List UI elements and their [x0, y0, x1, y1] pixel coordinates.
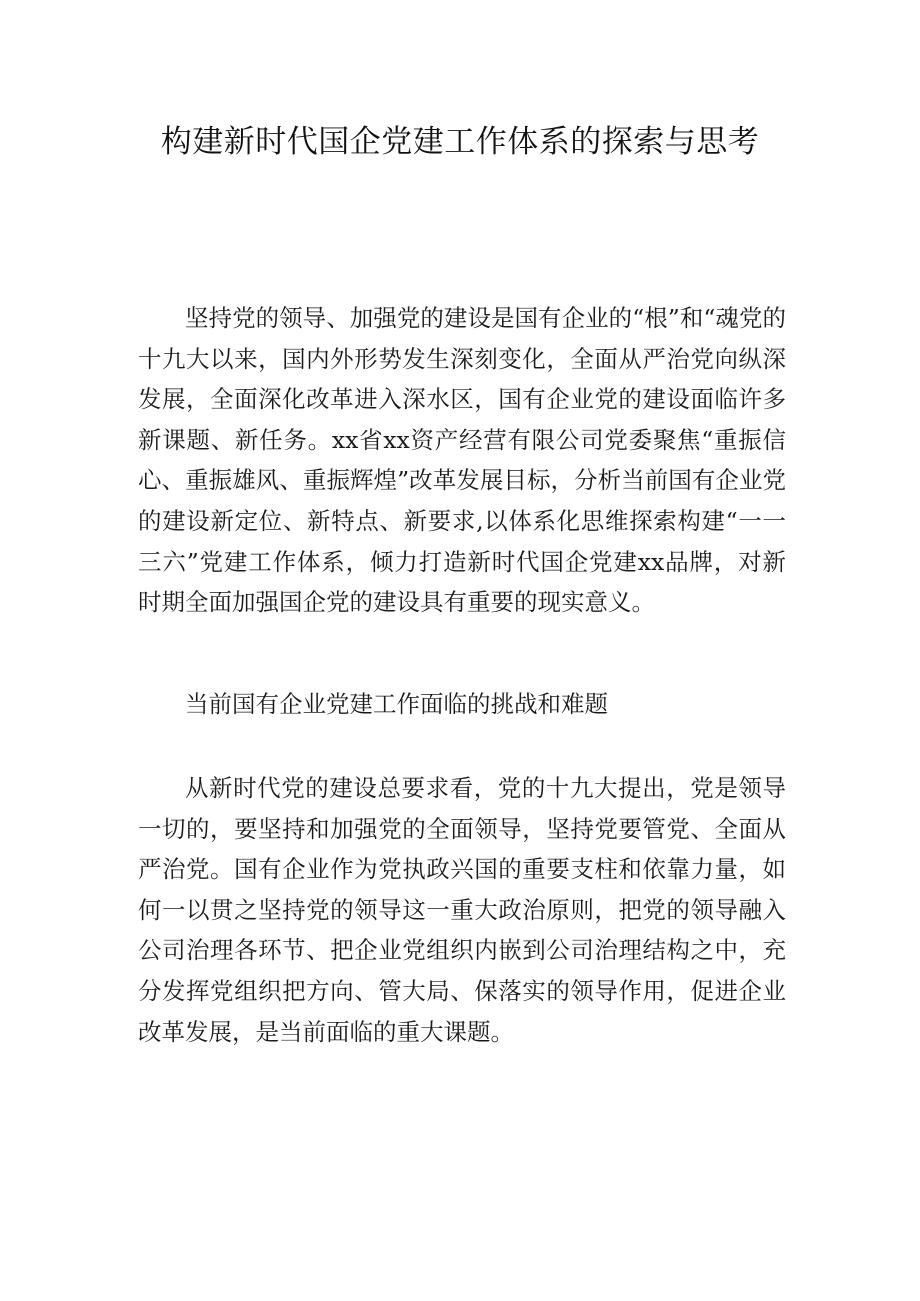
intro-paragraph: 坚持党的领导、加强党的建设是国有企业的“根”和“魂党的十九大以来，国内外形势发生深刻变化，全面从严治党向纵深发展，全面深化改革进入深水区，国有企业党的建设面临许多新课题、新任务。xx省xx资产经营有限公司党委聚焦“重振信心、重振雄风、重振辉煌”改革发展目标，分析当前国有企业党的建设新定位、新特点、新要求,以体系化思维探索构建“一一三六”党建工作体系，倾力打造新时代国企党建xx品牌，对新时期全面加强国企党的建设具有重要的现实意义。	[138, 304, 786, 617]
document-title: 构建新时代国企党建工作体系的探索与思考	[160, 124, 760, 160]
section-heading: 当前国有企业党建工作面临的挑战和难题	[185, 690, 608, 718]
section-paragraph: 从新时代党的建设总要求看，党的十九大提出，党是领导一切的，要坚持和加强党的全面领导，坚持党要管党、全面从严治党。国有企业作为党执政兴国的重要支柱和依靠力量，如何一以贯之坚持党的领导这一重大政治原则，把党的领导融入公司治理各环节、把企业党组织内嵌到公司治理结构之中，充分发挥党组织把方向、管大局、保落实的领导作用，促进企业改革发展，是当前面临的重大课题。	[138, 774, 786, 1046]
